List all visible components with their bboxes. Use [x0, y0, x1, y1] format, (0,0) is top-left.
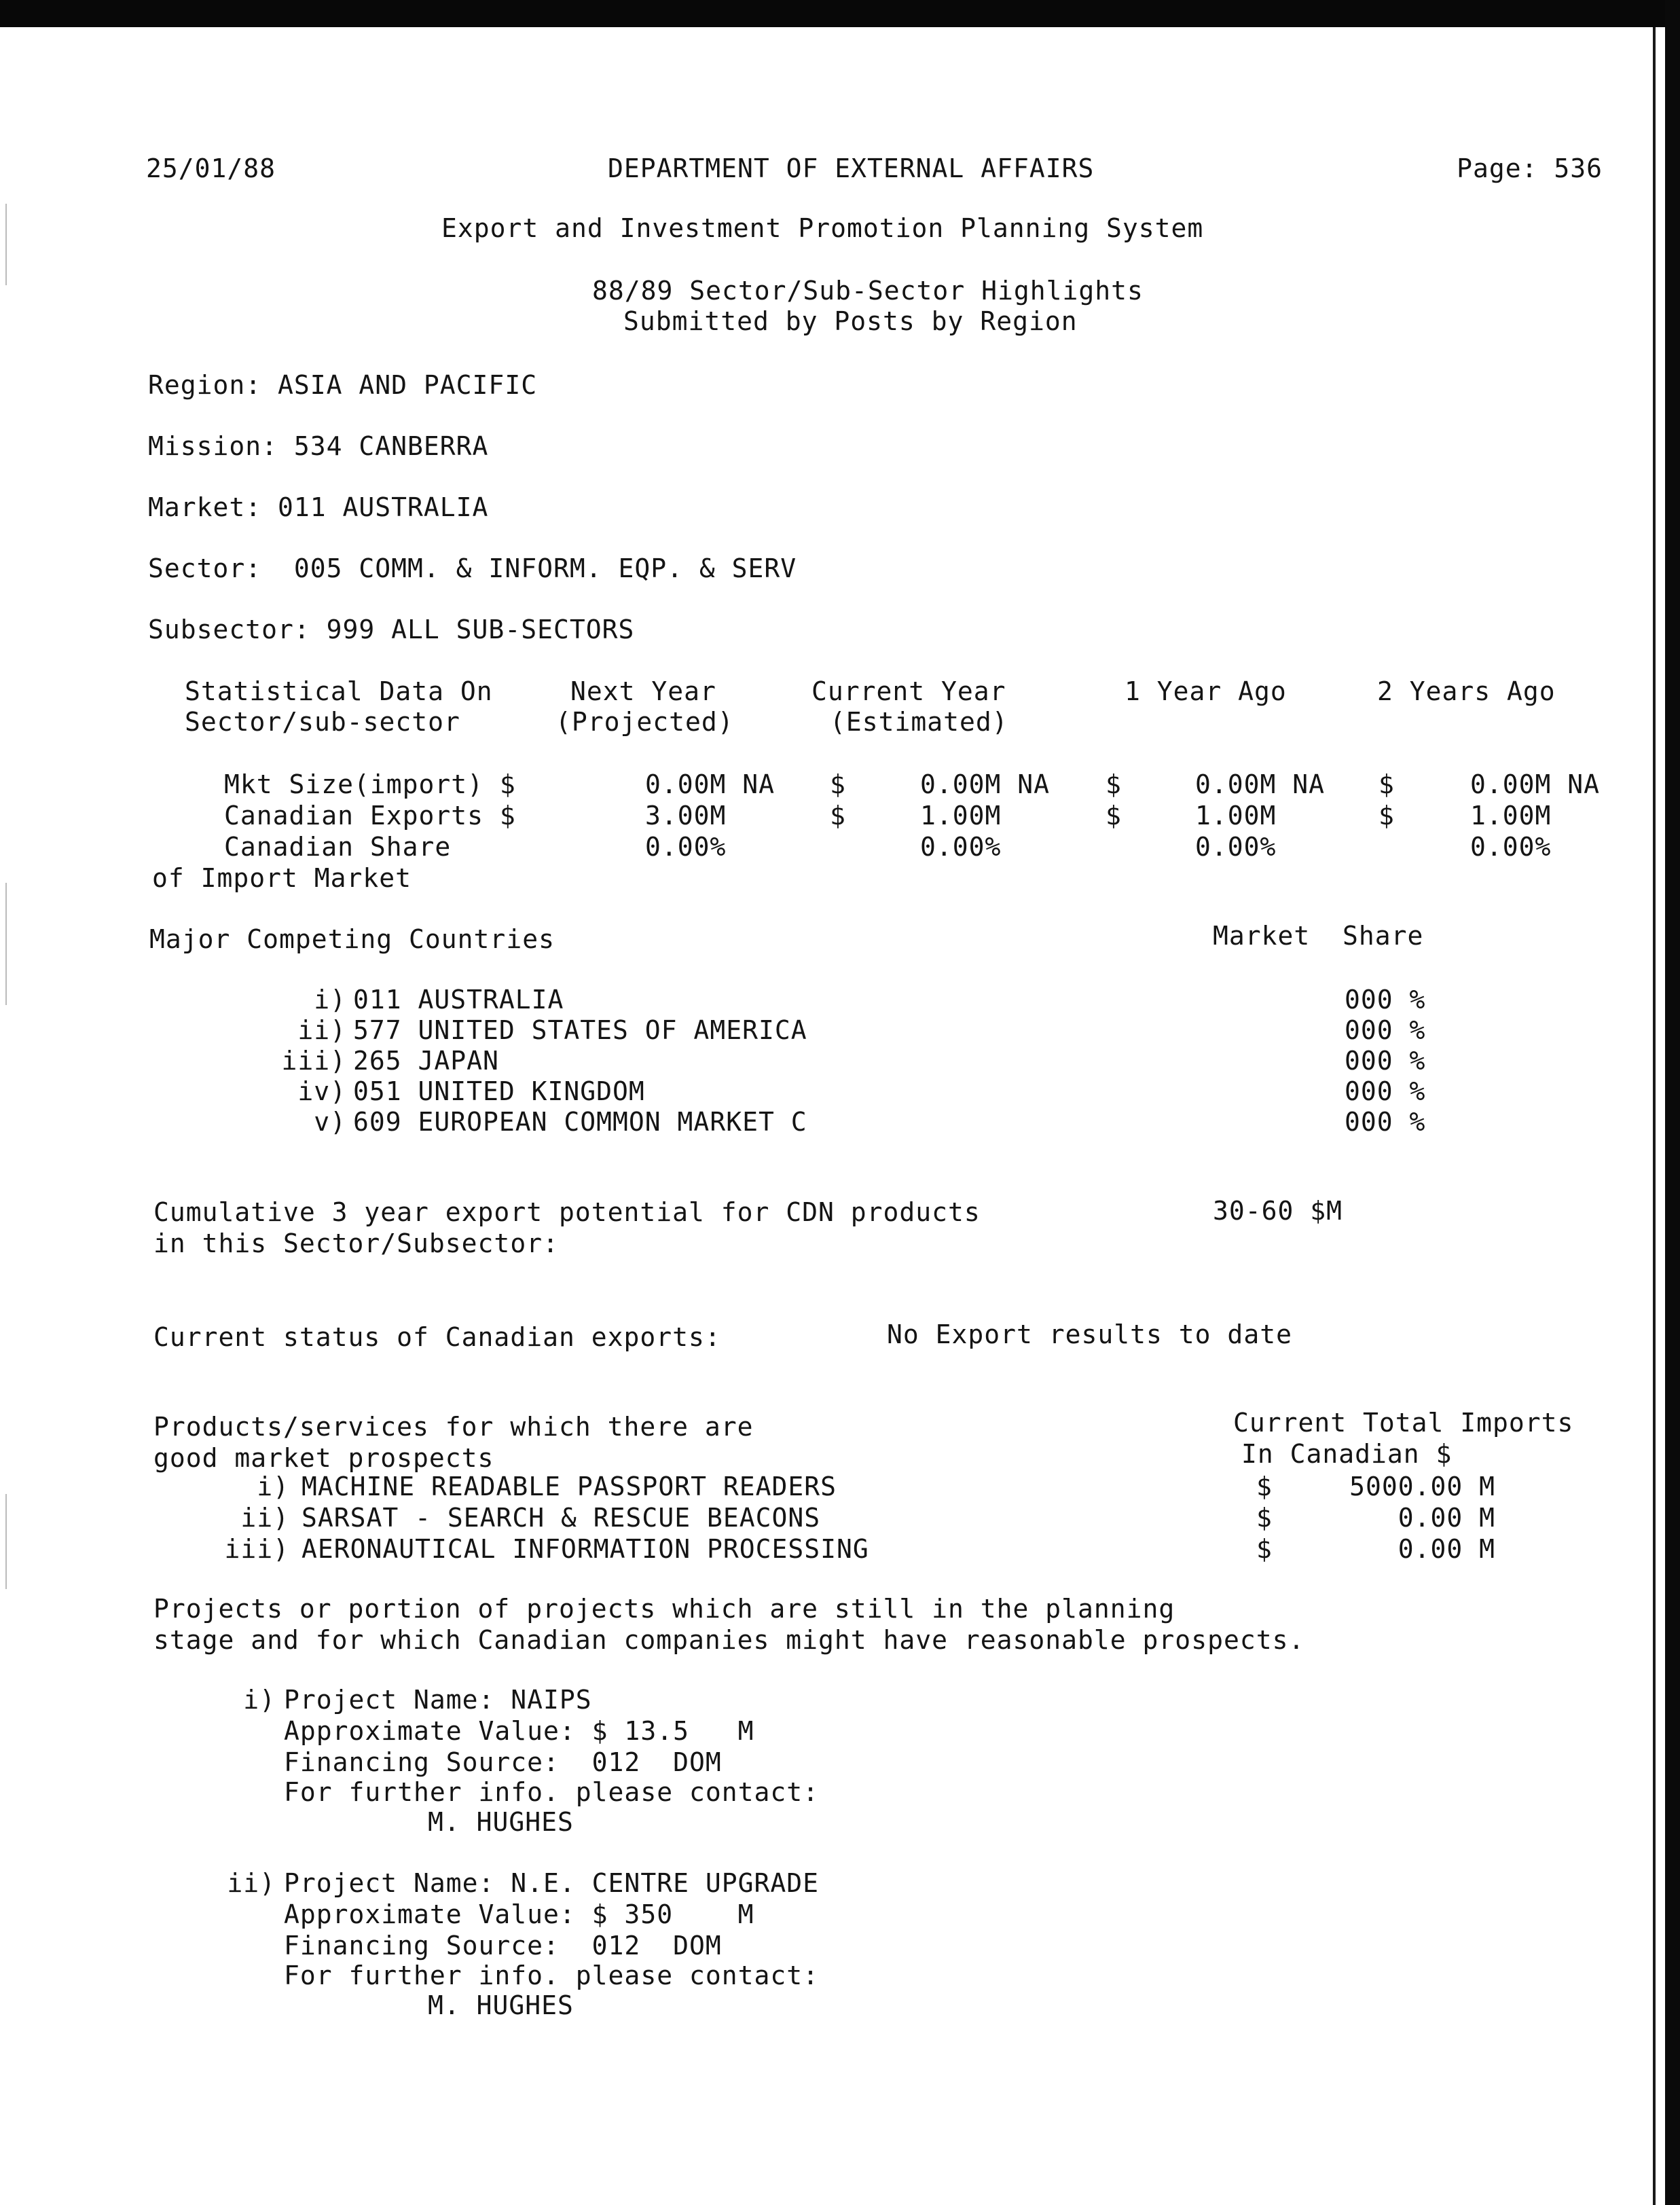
project-contact-label: For further info. please contact:	[284, 1777, 819, 1807]
currency-sign: $	[1378, 769, 1395, 799]
stats-row-label: Canadian Exports $	[224, 801, 516, 831]
project-value: Approximate Value: $ 13.5 M	[284, 1716, 754, 1746]
list-number: iv)	[297, 1076, 346, 1106]
imports-subheading: In Canadian $	[1241, 1439, 1453, 1469]
column-subheader: (Estimated)	[830, 707, 1008, 737]
currency-sign: $	[1256, 1472, 1273, 1501]
column-subheader: (Projected)	[555, 707, 734, 737]
market-share-value: 000 %	[1345, 1015, 1426, 1045]
project-value: Approximate Value: $ 350 M	[284, 1899, 754, 1929]
project-contact: M. HUGHES	[428, 1807, 574, 1837]
stats-cell: 0.00%	[1470, 832, 1552, 862]
list-number: i)	[314, 985, 346, 1015]
market-share-value: 000 %	[1345, 1076, 1426, 1106]
list-number: v)	[314, 1107, 346, 1137]
list-number: ii)	[227, 1868, 276, 1898]
stats-cell: 1.00M	[920, 801, 1002, 831]
currency-sign: $	[830, 769, 846, 799]
list-number: ii)	[297, 1015, 346, 1045]
competitor-name: 265 JAPAN	[353, 1046, 499, 1076]
project-name: Project Name: NAIPS	[284, 1685, 592, 1715]
stats-cell: 0.00M NA	[645, 769, 775, 799]
scan-edge-line	[1653, 27, 1656, 2205]
market-share-heading: Market Share	[1213, 921, 1424, 951]
stats-cell: 0.00%	[645, 832, 727, 862]
list-number: i)	[243, 1685, 276, 1715]
column-header: Current Year	[811, 676, 1006, 706]
imports-heading: Current Total Imports	[1233, 1408, 1574, 1438]
project-financing: Financing Source: 012 DOM	[284, 1931, 722, 1961]
product-name: MACHINE READABLE PASSPORT READERS	[302, 1472, 837, 1501]
competitors-heading: Major Competing Countries	[149, 924, 555, 954]
export-status-label: Current status of Canadian exports:	[153, 1322, 721, 1352]
currency-sign: $	[1256, 1534, 1273, 1564]
project-contact: M. HUGHES	[428, 1990, 574, 2020]
currency-sign: $	[1106, 801, 1122, 831]
scan-right-border	[1665, 0, 1680, 2205]
export-potential-value: 30-60 $M	[1213, 1196, 1343, 1226]
report-date: 25/01/88	[146, 153, 276, 183]
competitor-name: 011 AUSTRALIA	[353, 985, 564, 1015]
stats-cell: 3.00M	[645, 801, 727, 831]
scan-speck	[5, 1494, 7, 1589]
stats-cell: 1.00M	[1195, 801, 1277, 831]
stats-cell: 0.00%	[920, 832, 1002, 862]
project-name: Project Name: N.E. CENTRE UPGRADE	[284, 1868, 819, 1898]
scan-top-border	[0, 0, 1680, 27]
column-header: 1 Year Ago	[1125, 676, 1287, 706]
page-number: Page: 536	[1457, 153, 1603, 183]
list-number: iii)	[224, 1534, 289, 1564]
list-number: iii)	[281, 1046, 346, 1076]
market-share-value: 000 %	[1345, 985, 1426, 1015]
report-subtitle: 88/89 Sector/Sub-Sector Highlights	[592, 276, 1144, 306]
stats-label: Statistical Data On	[185, 676, 493, 706]
market-share-value: 000 %	[1345, 1046, 1426, 1076]
currency-sign: $	[1378, 801, 1395, 831]
currency-sign: $	[1106, 769, 1122, 799]
currency-sign: $	[830, 801, 846, 831]
region-line: Region: ASIA AND PACIFIC	[148, 370, 538, 400]
import-value: 5000.00 M	[1349, 1472, 1495, 1501]
column-header: Next Year	[570, 676, 716, 706]
stats-cell: 0.00M NA	[1195, 769, 1326, 799]
stats-cell: 0.00%	[1195, 832, 1277, 862]
stats-cell: 0.00M NA	[920, 769, 1051, 799]
products-heading: Products/services for which there are	[153, 1412, 754, 1442]
competitor-name: 609 EUROPEAN COMMON MARKET C	[353, 1107, 807, 1137]
system-title: Export and Investment Promotion Planning System	[441, 213, 1204, 243]
market-share-value: 000 %	[1345, 1107, 1426, 1137]
subsector-line: Subsector: 999 ALL SUB-SECTORS	[148, 615, 635, 644]
list-number: ii)	[240, 1503, 289, 1533]
competitor-name: 577 UNITED STATES OF AMERICA	[353, 1015, 807, 1045]
sector-line: Sector: 005 COMM. & INFORM. EQP. & SERV	[148, 553, 797, 583]
product-name: AERONAUTICAL INFORMATION PROCESSING	[302, 1534, 869, 1564]
project-financing: Financing Source: 012 DOM	[284, 1747, 722, 1777]
export-status-value: No Export results to date	[887, 1319, 1292, 1349]
scan-speck	[5, 883, 7, 1005]
projects-heading: Projects or portion of projects which are still in the planning	[153, 1594, 1175, 1624]
stats-cell: 1.00M	[1470, 801, 1552, 831]
stats-row-label: Mkt Size(import) $	[224, 769, 516, 799]
stats-row-label: Canadian Share	[224, 832, 452, 862]
stats-row-label-cont: of Import Market	[152, 863, 412, 893]
stats-cell: 0.00M NA	[1470, 769, 1601, 799]
import-value: 0.00 M	[1398, 1503, 1495, 1533]
scan-speck	[5, 204, 7, 285]
export-potential-label: Cumulative 3 year export potential for CDN products	[153, 1197, 981, 1227]
department-name: DEPARTMENT OF EXTERNAL AFFAIRS	[608, 153, 1095, 183]
export-potential-label-2: in this Sector/Subsector:	[153, 1228, 559, 1258]
market-line: Market: 011 AUSTRALIA	[148, 492, 489, 522]
report-subtitle-2: Submitted by Posts by Region	[623, 306, 1078, 336]
projects-heading-2: stage and for which Canadian companies might have reasonable prospects.	[153, 1625, 1305, 1655]
mission-line: Mission: 534 CANBERRA	[148, 431, 489, 461]
product-name: SARSAT - SEARCH & RESCUE BEACONS	[302, 1503, 821, 1533]
stats-label: Sector/sub-sector	[185, 707, 460, 737]
column-header: 2 Years Ago	[1377, 676, 1556, 706]
competitor-name: 051 UNITED KINGDOM	[353, 1076, 645, 1106]
currency-sign: $	[1256, 1503, 1273, 1533]
products-heading-2: good market prospects	[153, 1443, 494, 1473]
import-value: 0.00 M	[1398, 1534, 1495, 1564]
project-contact-label: For further info. please contact:	[284, 1961, 819, 1990]
list-number: i)	[257, 1472, 289, 1501]
